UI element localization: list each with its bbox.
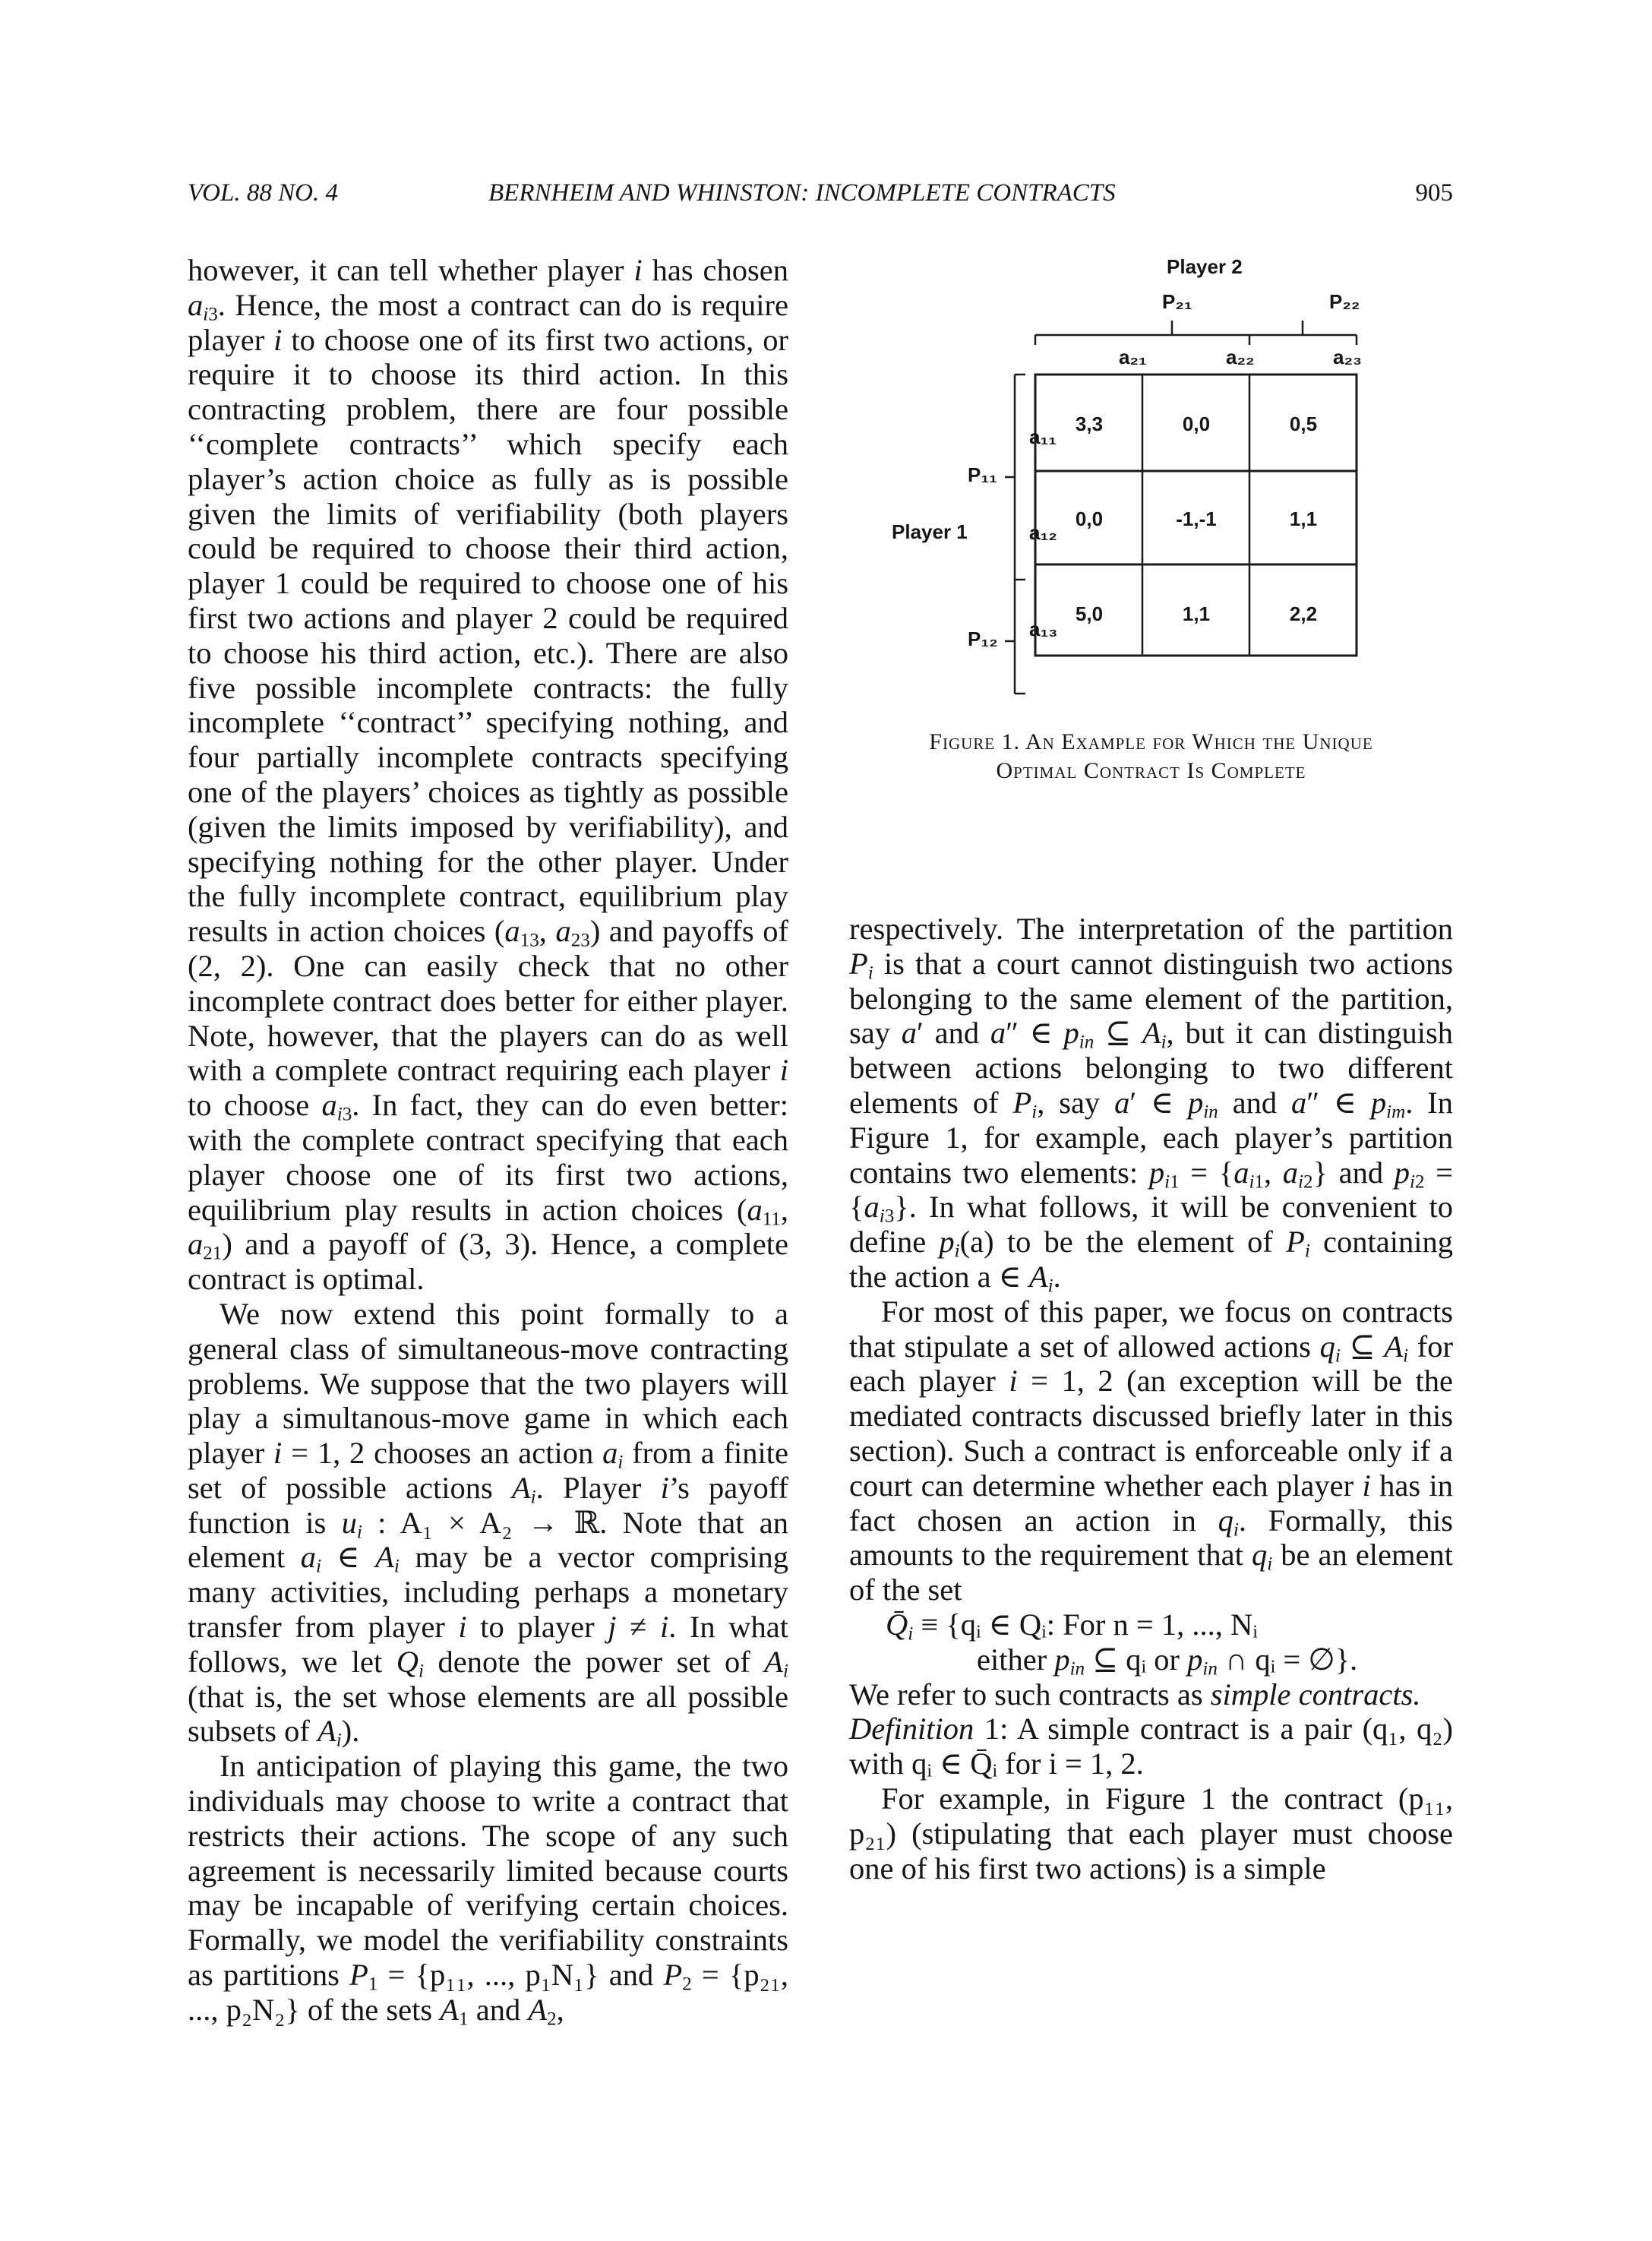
row-action-label: a₁₃ <box>1029 618 1058 640</box>
payoff-matrix-lines <box>849 251 1453 722</box>
left-column <box>188 253 788 2028</box>
payoff-cell: 0,0 <box>1182 412 1211 435</box>
paragraph: We refer to such contracts as simple contracts. <box>849 1677 1421 1712</box>
page-number: 905 <box>1415 179 1453 207</box>
payoff-cell: 1,1 <box>1289 507 1318 530</box>
payoff-cell: 5,0 <box>1075 602 1104 625</box>
paragraph: In anticipation of playing this game, the two individuals may choose to write a contract that restricts their actions. The scope of any such agreement is necessarily limited because courts may be incapable of verifying certain choices. Formally, we model the verifiability constraints as partitions $P_1 = \{p_{11}$, ..., p₁N₁} and $P_2 = \{p_{21}$, ..., p₂N₂} of the sets $A_1$ and $A_2$, <box>188 1749 788 2030</box>
figure-caption: Figure 1. An Example for Which the Unique Optimal Contract Is Complete <box>929 729 1373 783</box>
player-2-label: Player 2 <box>1167 255 1243 278</box>
partition-p22-label: P₂₂ <box>1329 290 1360 313</box>
running-title: BERNHEIM AND WHINSTON: INCOMPLETE CONTRACTS <box>488 179 1116 207</box>
payoff-cell: 1,1 <box>1182 602 1211 625</box>
payoff-cell: 3,3 <box>1075 412 1104 435</box>
payoff-cell: -1,-1 <box>1176 507 1217 530</box>
equation-line: $Q̄_i$ ≡ {qᵢ ∈ Qᵢ: For n = 1, ..., Nᵢ <box>886 1607 1258 1645</box>
column-action-label: a₂₁ <box>1119 346 1147 368</box>
journal-volume: VOL. 88 NO. 4 <box>188 179 338 207</box>
payoff-cell: 0,5 <box>1289 412 1318 435</box>
paragraph: however, it can tell whether player i has chosen $a_{i3}$. Hence, the most a contract can do is require player i to choose one of its first two actions, or require it to choose its third action. In this contracting problem, there are four possible ‘‘complete contracts’’ which specify each player’s action choice as fully as is possible given the limits of verifiability (both players could be required to choose their third action, player 1 could be required to choose one of his first two actions and player 2 could be required to choose his third action, etc.). There are also five possible incomplete contracts: the fully incomplete ‘‘contract’’ specifying nothing, and four partially incomplete contracts specifying one of the players’ choices as tightly as possible (given the limits imposed by verifiability), and specifying nothing for the other player. Under the fully incomplete contract, equilibrium play results in action choices ($a_{13}$, $a_{23}$) and payoffs of (2, 2). One can easily check that no other incomplete contract does better for either player. Note, however, that the players can do as well with a complete contract requiring each player i to choose $a_{i3}$. In fact, they can do even better: with the complete contract specifying that each player choose one of its first two actions, equilibrium play results in action choices ($a_{11}$, $a_{21}$) and a payoff of (3, 3). Hence, a complete contract is optimal. <box>188 253 789 1297</box>
row-action-label: a₁₂ <box>1029 521 1057 544</box>
equation-line: either $p_{in}$ ⊆ qᵢ or $p_{in}$ ∩ qᵢ = ∅}. <box>977 1642 1358 1679</box>
partition-p11-label: P₁₁ <box>968 463 997 486</box>
partition-p12-label: P₁₂ <box>968 627 998 650</box>
column-action-label: a₂₂ <box>1226 346 1255 368</box>
paragraph: respectively. The interpretation of the partition $P_i$ is that a court cannot distinguish two actions belonging to the same element of the partition, say a′ and a″ ∈ $p_{in}$ ⊆ $A_i$, but it can distinguish between actions belonging to two different elements of $P_i$, say a′ ∈ $p_{in}$ and a″ ∈ $p_{im}$. In Figure 1, for example, each player’s partition contains two elements: $p_{i1} = \{a_{i1}$, $a_{i2}$} and $p_{i2} = \{a_{i3}\}$. In what follows, it will be convenient to define $p_i(a)$ to be the element of $P_i$ containing the action a ∈ $A_i$. <box>849 912 1454 1297</box>
running-header <box>188 179 1453 217</box>
player-1-label: Player 1 <box>892 520 968 543</box>
paragraph: For example, in Figure 1 the contract (p₁₁, p₂₁) (stipulating that each player must choose one of his first two actions) is a simple <box>849 1781 1453 1885</box>
paragraph: For most of this paper, we focus on contracts that stipulate a set of allowed actions $q_i$ ⊆ $A_i$ for each player i = 1, 2 (an exception will be the mediated contracts discussed briefly later in this section). Such a contract is enforceable only if a court can determine whether each player i has in fact chosen an action in $q_i$. Formally, this amounts to the requirement that $q_i$ be an element of the set <box>849 1294 1454 1607</box>
figure-1 <box>849 251 1453 798</box>
row-action-label: a₁₁ <box>1029 425 1057 448</box>
definition-1: Definition 1: A simple contract is a pair (q₁, q₂) with qᵢ ∈ Q̄ᵢ for i = 1, 2. <box>849 1712 1453 1781</box>
paragraph: We now extend this point formally to a general class of simultaneous-move contracting problems. We suppose that the two players will play a simultanous-move game in which each player i = 1, 2 chooses an action $a_i$ from a finite set of possible actions $A_i$. Player i’s payoff function is $u_i$ : A₁ × A₂ → ℝ. Note that an element $a_i$ ∈ $A_i$ may be a vector comprising many activities, including perhaps a monetary transfer from player i to player j ≠ i. In what follows, we let $Q_i$ denote the power set of $A_i$ (that is, the set whose elements are all possible subsets of $A_i$). <box>188 1296 789 1751</box>
column-action-label: a₂₃ <box>1333 346 1363 368</box>
right-column <box>849 912 1453 1885</box>
partition-p21-label: P₂₁ <box>1162 290 1192 313</box>
payoff-cell: 2,2 <box>1289 602 1318 625</box>
payoff-cell: 0,0 <box>1075 507 1104 530</box>
